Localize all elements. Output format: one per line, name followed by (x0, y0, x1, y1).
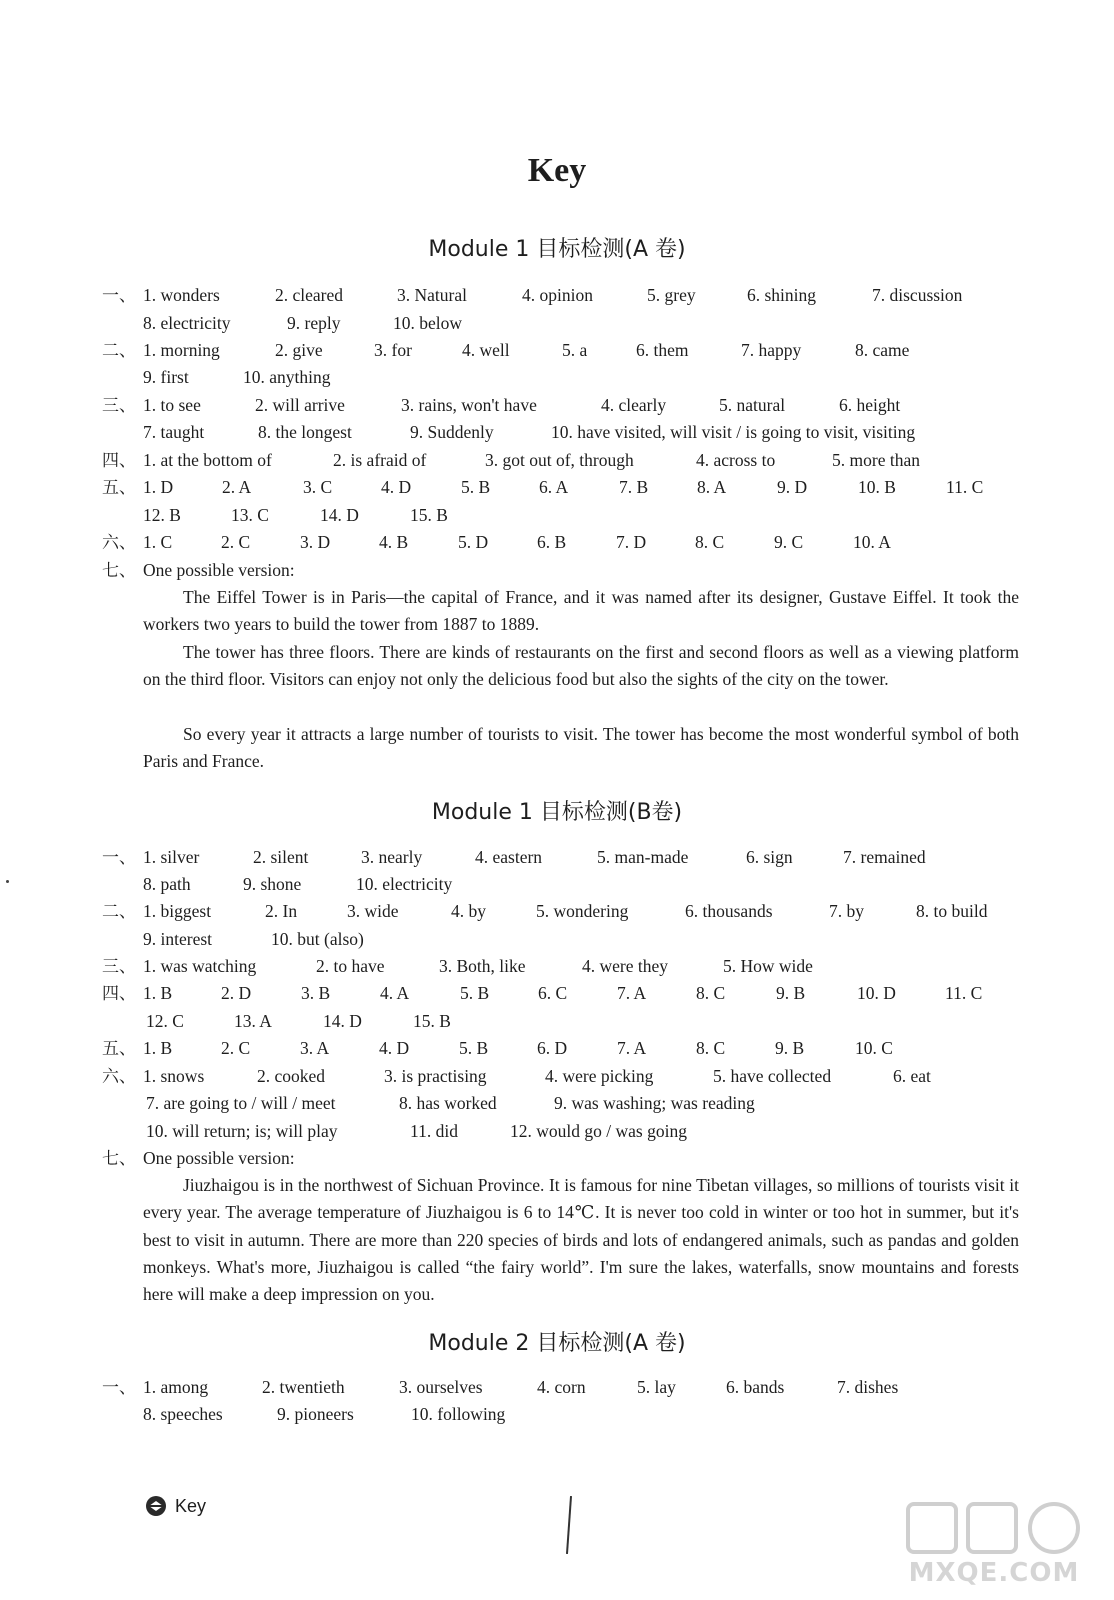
answer-item: 9. B (776, 983, 806, 1003)
answer-item: 7. dishes (837, 1377, 899, 1397)
version-label: One possible version: (143, 560, 295, 580)
question-number: 三、 (102, 396, 136, 415)
answer-item: 10. D (857, 983, 896, 1003)
answer-item: 5. man-made (597, 847, 689, 867)
watermark (902, 1498, 1086, 1588)
watermark-text: MXQE.COM (908, 1558, 1080, 1588)
answer-item: 8. the longest (258, 422, 352, 442)
answer-item: 10. following (411, 1404, 506, 1424)
answer-item: 4. across to (696, 450, 776, 470)
question-number: 一、 (102, 848, 136, 867)
question-number: 三、 (102, 957, 136, 976)
answer-item: 3. Natural (397, 285, 467, 305)
answer-item: 4. D (379, 1038, 410, 1058)
answer-item: 5. B (459, 1038, 489, 1058)
answer-item: 5. wondering (536, 901, 629, 921)
answer-item: 2. to have (316, 956, 385, 976)
essay-paragraph: The Eiffel Tower is in Paris—the capital of France, and it was named after its designer, Gustave Eiffel. It took the workers two years to build the tower from 1887 to 1889. (143, 587, 1019, 635)
answer-item: 14. D (320, 505, 359, 525)
answer-item: 3. for (374, 340, 412, 360)
answer-item: 8. C (696, 983, 726, 1003)
answer-item: 4. eastern (475, 847, 543, 867)
answer-item: 4. well (462, 340, 510, 360)
answer-item: 2. D (221, 983, 252, 1003)
answer-item: 9. C (774, 532, 804, 552)
answer-item: 1. D (143, 477, 174, 497)
answer-item: 10. but (also) (271, 929, 364, 949)
answer-item: 5. lay (637, 1377, 676, 1397)
question-number: 五、 (102, 478, 136, 497)
answer-item: 7. remained (843, 847, 926, 867)
answer-item: 4. B (379, 532, 409, 552)
answer-item: 12. would go / was going (510, 1121, 687, 1141)
margin-mark (6, 880, 9, 883)
answer-item: 10. below (393, 313, 463, 333)
answer-item: 4. were picking (545, 1066, 654, 1086)
answer-item: 2. give (275, 340, 323, 360)
answer-item: 3. wide (347, 901, 399, 921)
answer-item: 6. sign (746, 847, 793, 867)
answer-item: 6. A (539, 477, 569, 497)
answer-item: 9. pioneers (277, 1404, 354, 1424)
answer-item: 1. biggest (143, 901, 212, 921)
answer-item: 7. B (619, 477, 649, 497)
answer-item: 1. B (143, 983, 173, 1003)
answer-item: 9. shone (243, 874, 302, 894)
answer-item: 1. among (143, 1377, 209, 1397)
answer-item: 3. got out of, through (485, 450, 634, 470)
answer-item: 7. discussion (872, 285, 963, 305)
answer-item: 10. C (855, 1038, 893, 1058)
question-number: 四、 (102, 984, 136, 1003)
answer-item: 2. C (221, 532, 251, 552)
answer-item: 5. How wide (723, 956, 813, 976)
answer-item: 6. B (537, 532, 567, 552)
question-number: 一、 (102, 1378, 136, 1397)
essay-paragraph: The tower has three floors. There are kinds of restaurants on the first and second floors as well as a viewing platform on the third floor. Visitors can enjoy not only the delicious food but also the sights of the city on the tower. (143, 642, 1019, 690)
answer-item: 8. electricity (143, 313, 231, 333)
question-number: 二、 (102, 341, 136, 360)
answer-item: 1. was watching (143, 956, 257, 976)
answer-item: 8. C (696, 1038, 726, 1058)
answer-item: 10. B (858, 477, 896, 497)
answer-item: 6. eat (893, 1066, 931, 1086)
answer-item: 2. C (221, 1038, 251, 1058)
answer-item: 7. by (829, 901, 864, 921)
answer-item: 5. have collected (713, 1066, 832, 1086)
answer-item: 3. ourselves (399, 1377, 483, 1397)
answer-item: 2. silent (253, 847, 309, 867)
answer-item: 11. C (946, 477, 984, 497)
answer-item: 15. B (410, 505, 448, 525)
answer-item: 6. C (538, 983, 568, 1003)
section-heading-m1a: Module 1 目标检测(A 卷) (428, 237, 686, 262)
answer-item: 7. are going to / will / meet (146, 1093, 336, 1113)
answer-item: 2. cooked (257, 1066, 326, 1086)
answer-item: 1. C (143, 532, 173, 552)
answer-item: 1. to see (143, 395, 201, 415)
answer-item: 5. grey (647, 285, 696, 305)
answer-item: 5. natural (719, 395, 786, 415)
answer-item: 5. B (461, 477, 491, 497)
answer-item: 1. morning (143, 340, 220, 360)
answer-item: 8. speeches (143, 1404, 223, 1424)
answer-item: 13. A (234, 1011, 272, 1031)
answer-item: 5. D (458, 532, 489, 552)
answer-item: 15. B (413, 1011, 451, 1031)
essay-paragraph: So every year it attracts a large number of tourists to visit. The tower has become the most wonderful symbol of both Paris and France. (143, 724, 1019, 772)
answer-item: 9. first (143, 367, 189, 387)
question-number: 四、 (102, 451, 136, 470)
section-heading-m2a: Module 2 目标检测(A 卷) (428, 1331, 686, 1356)
answer-item: 9. interest (143, 929, 213, 949)
answer-item: 8. A (697, 477, 727, 497)
watermark-logo-icon (902, 1498, 1086, 1558)
answer-item: 6. them (636, 340, 689, 360)
answer-item: 3. Both, like (439, 956, 526, 976)
answer-item: 6. D (537, 1038, 568, 1058)
answer-item: 2. will arrive (255, 395, 345, 415)
answer-item: 1. at the bottom of (143, 450, 272, 470)
answer-item: 4. clearly (601, 395, 667, 415)
question-number: 二、 (102, 902, 136, 921)
answer-item: 6. thousands (685, 901, 773, 921)
answer-item: 10. anything (243, 367, 331, 387)
answer-item: 11. C (945, 983, 983, 1003)
answer-item: 1. wonders (143, 285, 220, 305)
answer-item: 1. silver (143, 847, 200, 867)
answer-item: 8. has worked (399, 1093, 497, 1113)
answer-item: 1. B (143, 1038, 173, 1058)
answer-item: 5. more than (832, 450, 920, 470)
answer-item: 4. were they (582, 956, 669, 976)
answer-item: 4. D (381, 477, 412, 497)
answer-item: 9. reply (287, 313, 341, 333)
answer-item: 14. D (323, 1011, 362, 1031)
answer-item: 8. to build (916, 901, 988, 921)
answer-item: 6. bands (726, 1377, 785, 1397)
version-label: One possible version: (143, 1148, 295, 1168)
answer-item: 10. A (853, 532, 891, 552)
answer-item: 7. happy (741, 340, 802, 360)
answer-item: 3. nearly (361, 847, 423, 867)
page-divider-mark (566, 1496, 572, 1554)
answer-item: 9. D (777, 477, 808, 497)
answer-item: 8. C (695, 532, 725, 552)
answer-item: 4. A (380, 983, 410, 1003)
answer-item: 2. A (222, 477, 252, 497)
answer-item: 5. a (562, 340, 588, 360)
question-number: 一、 (102, 286, 136, 305)
answer-item: 7. A (617, 1038, 647, 1058)
question-number: 五、 (102, 1039, 136, 1058)
answer-item: 13. C (231, 505, 269, 525)
answer-item: 12. B (143, 505, 181, 525)
answer-item: 4. corn (537, 1377, 586, 1397)
footer-label: Key (175, 1495, 207, 1516)
answer-item: 3. B (301, 983, 331, 1003)
answer-item: 4. opinion (522, 285, 593, 305)
answer-item: 7. D (616, 532, 647, 552)
answer-item: 1. snows (143, 1066, 205, 1086)
page-footer (145, 1494, 206, 1518)
answer-item: 2. twentieth (262, 1377, 345, 1397)
answer-item: 5. B (460, 983, 490, 1003)
answer-item: 9. was washing; was reading (554, 1093, 755, 1113)
answer-item: 12. C (146, 1011, 184, 1031)
question-number: 七、 (102, 561, 136, 580)
answer-item: 11. did (410, 1121, 458, 1141)
answer-item: 3. is practising (384, 1066, 487, 1086)
section-heading-m1b: Module 1 目标检测(B卷) (431, 800, 683, 825)
answer-item: 3. D (300, 532, 331, 552)
question-number: 六、 (102, 533, 136, 552)
answer-item: 8. path (143, 874, 191, 894)
answer-item: 3. C (303, 477, 333, 497)
answer-item: 8. came (855, 340, 910, 360)
answer-item: 6. height (839, 395, 901, 415)
question-number: 七、 (102, 1149, 136, 1168)
answer-item: 6. shining (747, 285, 817, 305)
answer-item: 9. B (775, 1038, 805, 1058)
answer-item: 10. will return; is; will play (146, 1121, 338, 1141)
answer-item: 9. Suddenly (410, 422, 494, 442)
answer-item: 2. is afraid of (333, 450, 427, 470)
page-title: Key (527, 152, 587, 189)
key-badge-icon (145, 1495, 167, 1517)
question-number: 六、 (102, 1067, 136, 1086)
answer-item: 10. electricity (356, 874, 453, 894)
answer-item: 10. have visited, will visit / is going to visit, visiting (551, 422, 916, 442)
answer-item: 2. In (265, 901, 298, 921)
answer-item: 2. cleared (275, 285, 344, 305)
answer-item: 7. taught (143, 422, 205, 442)
essay-paragraph: Jiuzhaigou is in the northwest of Sichuan Province. It is famous for nine Tibetan villages, so millions of tourists visit it every year. The average temperature of Jiuzhaigou is 6 to 14℃. It is never too cold in winter or too hot in summer, but it's best to visit in autumn. There are more than 220 species of birds and lots of endangered animals, such as pandas and golden monkeys. What's more, Jiuzhaigou is called “the fairy world”. I'm sure the lakes, waterfalls, snow mountains and forests here will make a deep impression on you. (143, 1175, 1019, 1305)
answer-item: 7. A (617, 983, 647, 1003)
answer-item: 4. by (451, 901, 486, 921)
answer-item: 3. A (300, 1038, 330, 1058)
answer-item: 3. rains, won't have (401, 395, 537, 415)
